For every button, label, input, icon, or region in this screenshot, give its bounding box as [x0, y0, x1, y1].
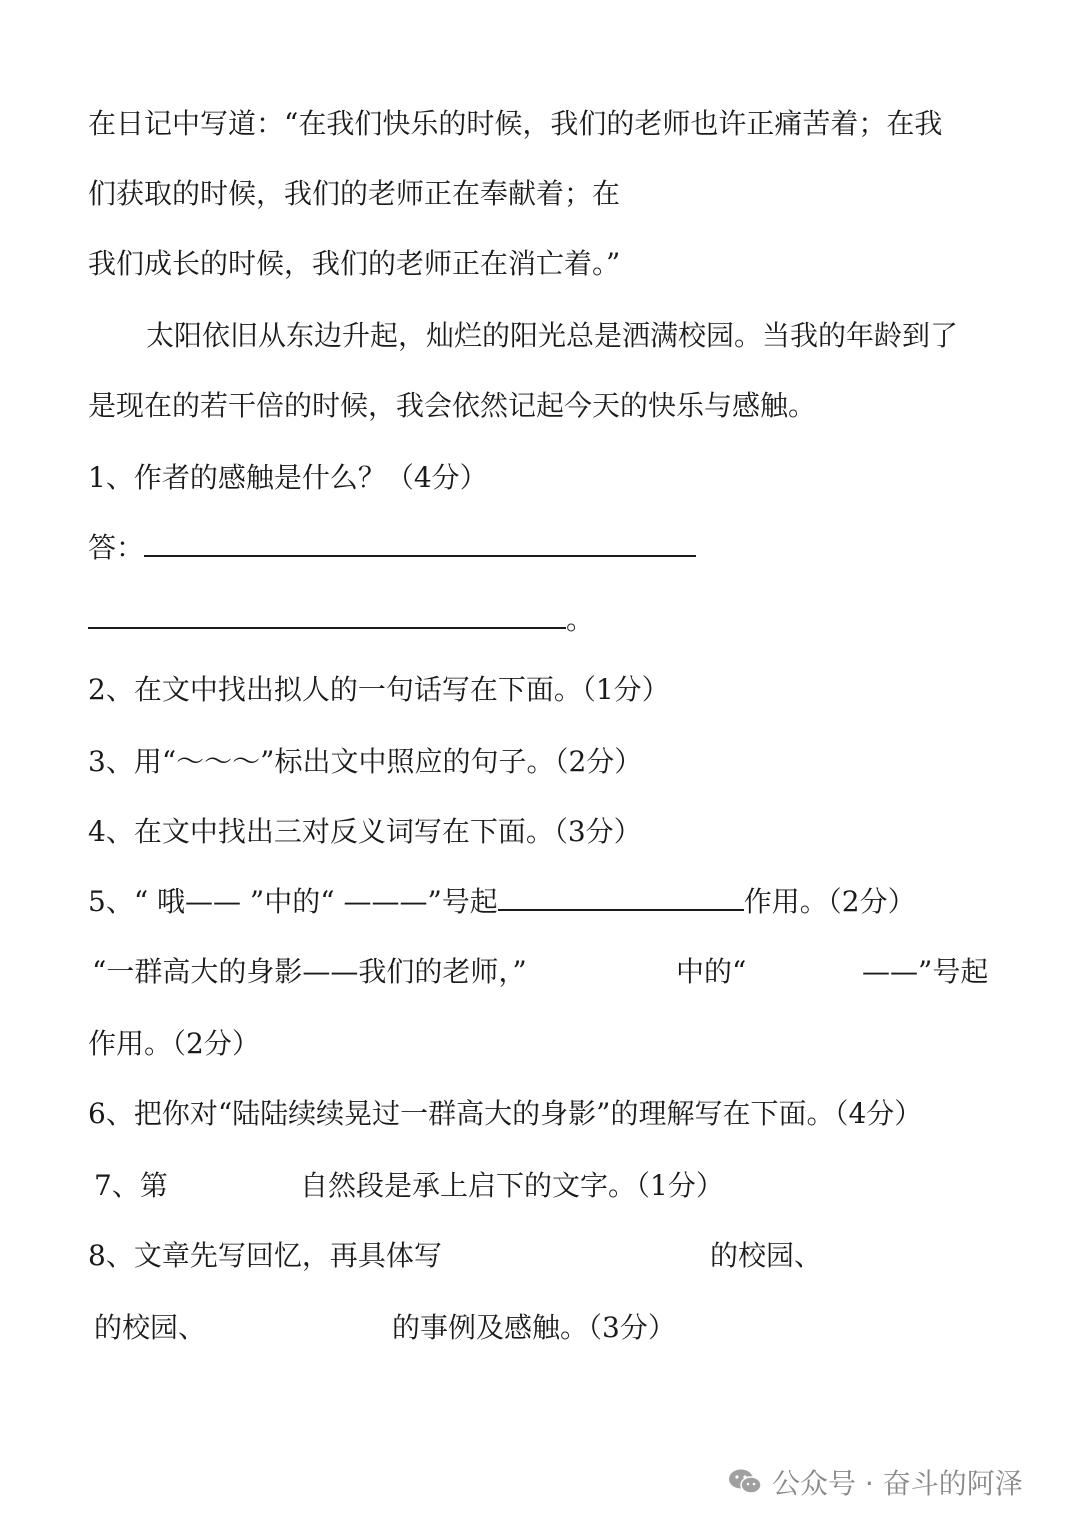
answer-label: 答： [88, 531, 145, 564]
question-5-row-2-left: “一群高大的身影——我们的老师，” [92, 955, 527, 988]
question-3: 3、用“～～～”标出文中照应的句子。（2分） [88, 745, 643, 778]
answer-blank-1[interactable] [144, 533, 696, 557]
watermark [728, 1462, 1023, 1502]
watermark-text: 公众号 · 奋斗的阿泽 [772, 1467, 1023, 1500]
answer-row-2 [88, 602, 594, 638]
answer-row-1 [88, 530, 696, 566]
question-4: 4、在文中找出三对反义词写在下面。（3分） [88, 815, 642, 848]
question-5-row-3: 作用。（2分） [88, 1027, 260, 1060]
question-8-b: 的校园、 [710, 1239, 823, 1272]
question-5-row-1 [88, 884, 916, 920]
question-8-d: 的事例及感触。（3分） [392, 1311, 676, 1344]
question-8-a: 8、文章先写回忆，再具体写 [88, 1239, 442, 1272]
passage-line-3: 我们成长的时候，我们的老师正在消亡着。” [88, 247, 621, 280]
passage-line-1: 在日记中写道：“在我们快乐的时候，我们的老师也许正痛苦着；在我 [88, 107, 943, 140]
question-5-text-a: 5、“ 哦—— ”中的“ ———”号起 [88, 885, 498, 918]
question-5-blank[interactable] [498, 887, 744, 911]
question-5-row-2-right: ——”号起 [862, 955, 989, 988]
passage-line-4: 太阳依旧从东边升起，灿烂的阳光总是洒满校园。当我的年龄到了 [146, 319, 959, 352]
question-1: 1、作者的感触是什么？（4分） [88, 461, 488, 494]
question-5-text-b: 作用。（2分） [743, 885, 916, 918]
question-7-b: 自然段是承上启下的文字。（1分） [300, 1169, 724, 1202]
question-5-row-2-mid: 中的“ [676, 955, 747, 988]
answer-blank-2[interactable] [88, 605, 566, 629]
answer-end: 。 [566, 603, 595, 636]
question-6: 6、把你对“陆陆续续晃过一群高大的身影”的理解写在下面。（4分） [88, 1097, 923, 1130]
passage-line-2: 们获取的时候，我们的老师正在奉献着；在 [88, 177, 621, 210]
question-2: 2、在文中找出拟人的一句话写在下面。（1分） [88, 673, 670, 706]
question-8-c: 的校园、 [94, 1311, 207, 1344]
question-7-a: 7、第 [94, 1169, 168, 1202]
wechat-icon [728, 1468, 762, 1496]
passage-line-5: 是现在的若干倍的时候，我会依然记起今天的快乐与感触。 [88, 389, 817, 422]
